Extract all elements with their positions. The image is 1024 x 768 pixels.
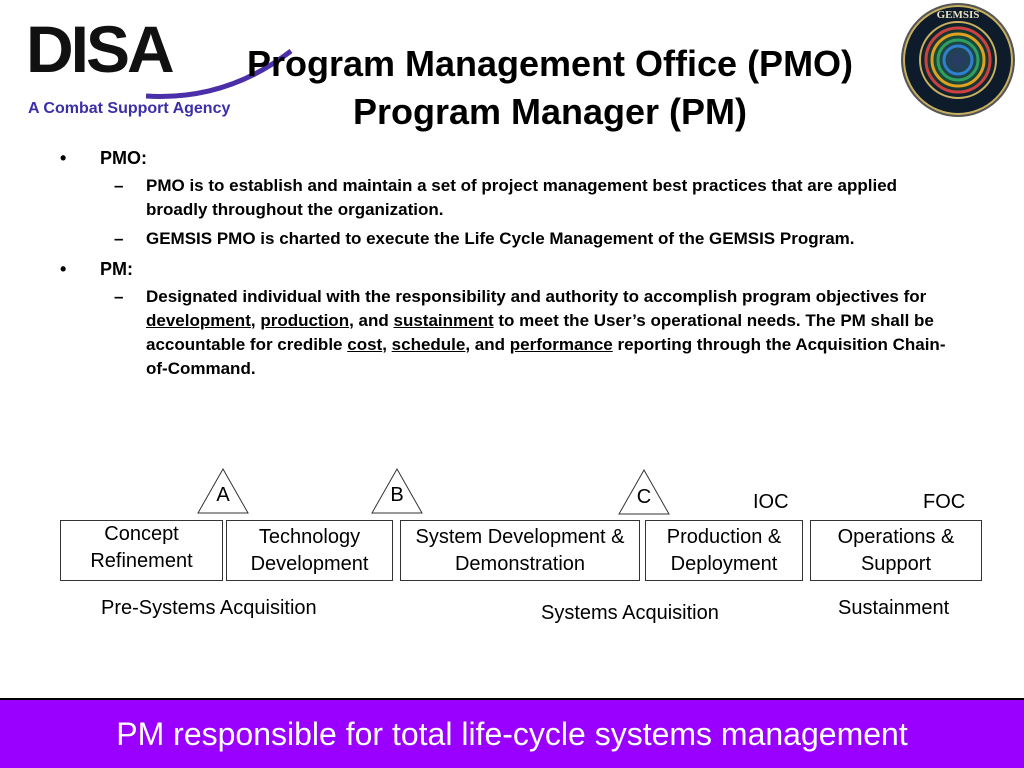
bullet-dot-icon: • (60, 259, 67, 279)
bullet-pm-heading: PM: (100, 259, 133, 279)
ioc-label: IOC (753, 491, 789, 513)
sub-bullet-text: GEMSIS PMO is charted to execute the Life Cycle Management of the GEMSIS Program. (146, 229, 855, 248)
phase-label: Production & Deployment (666, 525, 782, 575)
page-title (200, 40, 900, 136)
underline-sustainment: sustainment (393, 311, 494, 330)
phase-concept-refinement (60, 520, 223, 581)
bullet-dot-icon: • (60, 148, 67, 168)
milestone-c-label: C (636, 486, 652, 508)
underline-development: development (146, 311, 251, 330)
underline-schedule: schedule (391, 335, 466, 354)
phase-technology-development (226, 520, 393, 581)
dash-icon: – (114, 287, 124, 306)
underline-cost: cost (347, 335, 383, 354)
bottom-banner (0, 698, 1024, 768)
logo-tagline: A Combat Support Agency (28, 100, 231, 117)
bullet-pmo (60, 146, 960, 170)
milestone-a-label: A (216, 484, 230, 506)
bullet-pm (60, 257, 960, 281)
title-line-1: Program Management Office (PMO) (246, 43, 854, 84)
phase-operations-support (810, 520, 982, 581)
phase-system-development (400, 520, 640, 581)
pm-description: Designated individual with the responsibility and authority to accomplish program objectives for development, production, and sustainment to meet the User’s operational needs. The PM shall be accountable for credible cost, schedule, and performance reporting through the Acquisition Chain-of-Command. (146, 287, 946, 378)
underline-performance: performance (509, 335, 613, 354)
group-pre-systems: Pre-Systems Acquisition (101, 597, 317, 619)
gemsis-seal-icon (900, 2, 1016, 118)
bullet-content (60, 146, 960, 386)
dash-icon: – (114, 176, 124, 195)
phase-label: Technology Development (250, 525, 369, 575)
sub-bullet (60, 227, 960, 251)
group-sustainment: Sustainment (838, 597, 950, 619)
sub-bullet (60, 174, 960, 222)
dash-icon: – (114, 229, 124, 248)
underline-production: production (260, 311, 350, 330)
title-line-2: Program Manager (PM) (352, 91, 748, 132)
milestone-b-label: B (390, 484, 404, 506)
disa-wordmark: DISA (26, 12, 172, 86)
phase-label: Operations & Support (837, 525, 955, 575)
group-systems: Systems Acquisition (541, 602, 719, 624)
sub-bullet-text: PMO is to establish and maintain a set of project management best practices that are applied broadly throughout the organization. (146, 176, 898, 219)
foc-label: FOC (923, 491, 966, 513)
phase-production-deployment (645, 520, 803, 581)
banner-text: PM responsible for total life-cycle systems management (116, 715, 908, 752)
bullet-pmo-heading: PMO: (100, 148, 147, 168)
phase-label: Concept Refinement (90, 523, 193, 572)
seal-label: GEMSIS (936, 9, 980, 21)
phase-label: System Development & Demonstration (415, 525, 625, 575)
sub-bullet (60, 285, 960, 381)
